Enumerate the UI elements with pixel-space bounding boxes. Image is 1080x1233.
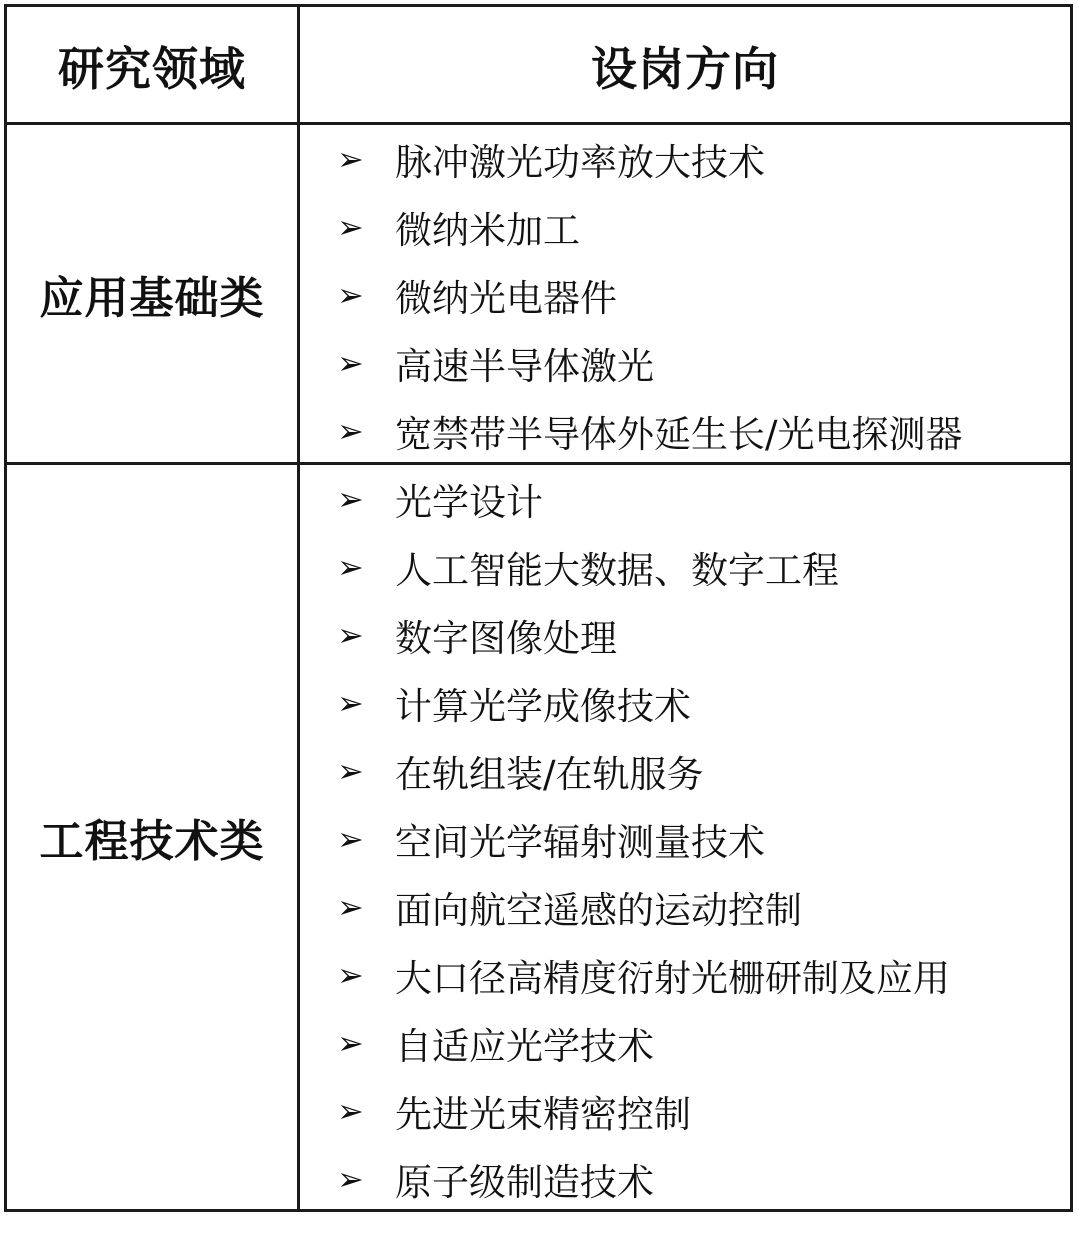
arrow-bullet-icon: ➢ [337,412,364,450]
list-item-label: 计算光学成像技术 [395,685,691,728]
list-item-label: 微纳光电器件 [395,277,617,320]
research-table [4,4,1073,1212]
list-item [337,125,962,193]
arrow-bullet-icon: ➢ [337,956,364,994]
arrow-bullet-icon: ➢ [337,752,364,790]
list-item-label: 人工智能大数据、数字工程 [395,549,839,592]
list-item-label: 脉冲激光功率放大技术 [395,141,765,184]
list-item-label: 宽禁带半导体外延生长/光电探测器 [395,413,963,456]
arrow-bullet-icon: ➢ [337,480,364,518]
list-item [337,737,950,805]
list-item [337,193,962,261]
list-item [337,1009,950,1077]
arrow-bullet-icon: ➢ [337,276,364,314]
list-item [337,1145,950,1213]
list-item [337,601,950,669]
list-item [337,873,950,941]
category-engineering-tech: 工程技术类 [39,816,265,867]
list-item-label: 高速半导体激光 [395,345,654,388]
header-position-direction: 设岗方向 [591,41,779,96]
arrow-bullet-icon: ➢ [337,1024,364,1062]
engineering-tech-list [337,465,950,1213]
list-item [337,941,950,1009]
list-item-label: 微纳米加工 [395,209,580,252]
arrow-bullet-icon: ➢ [337,344,364,382]
arrow-bullet-icon: ➢ [337,208,364,246]
list-item-label: 原子级制造技术 [395,1161,654,1204]
category-applied-basic: 应用基础类 [39,272,265,324]
list-item [337,261,962,329]
list-item-label: 数字图像处理 [395,617,617,660]
arrow-bullet-icon: ➢ [337,684,364,722]
arrow-bullet-icon: ➢ [337,548,364,586]
arrow-bullet-icon: ➢ [337,820,364,858]
arrow-bullet-icon: ➢ [337,616,364,654]
list-item [337,329,962,397]
arrow-bullet-icon: ➢ [337,1160,364,1198]
list-item [337,805,950,873]
list-item-label: 大口径高精度衍射光栅研制及应用 [395,957,950,1000]
list-item-label: 在轨组装/在轨服务 [395,753,704,796]
list-item [337,669,950,737]
column-divider [297,7,300,1209]
list-item [337,533,950,601]
applied-basic-list [337,125,962,465]
arrow-bullet-icon: ➢ [337,1092,364,1130]
list-item [337,1077,950,1145]
arrow-bullet-icon: ➢ [337,140,364,178]
list-item [337,397,962,465]
list-item-label: 面向航空遥感的运动控制 [395,889,802,932]
list-item-label: 空间光学辐射测量技术 [395,821,765,864]
list-item [337,465,950,533]
list-item-label: 光学设计 [395,481,543,524]
header-research-field: 研究领域 [58,41,246,96]
arrow-bullet-icon: ➢ [337,888,364,926]
list-item-label: 先进光束精密控制 [395,1093,691,1136]
list-item-label: 自适应光学技术 [395,1025,654,1068]
